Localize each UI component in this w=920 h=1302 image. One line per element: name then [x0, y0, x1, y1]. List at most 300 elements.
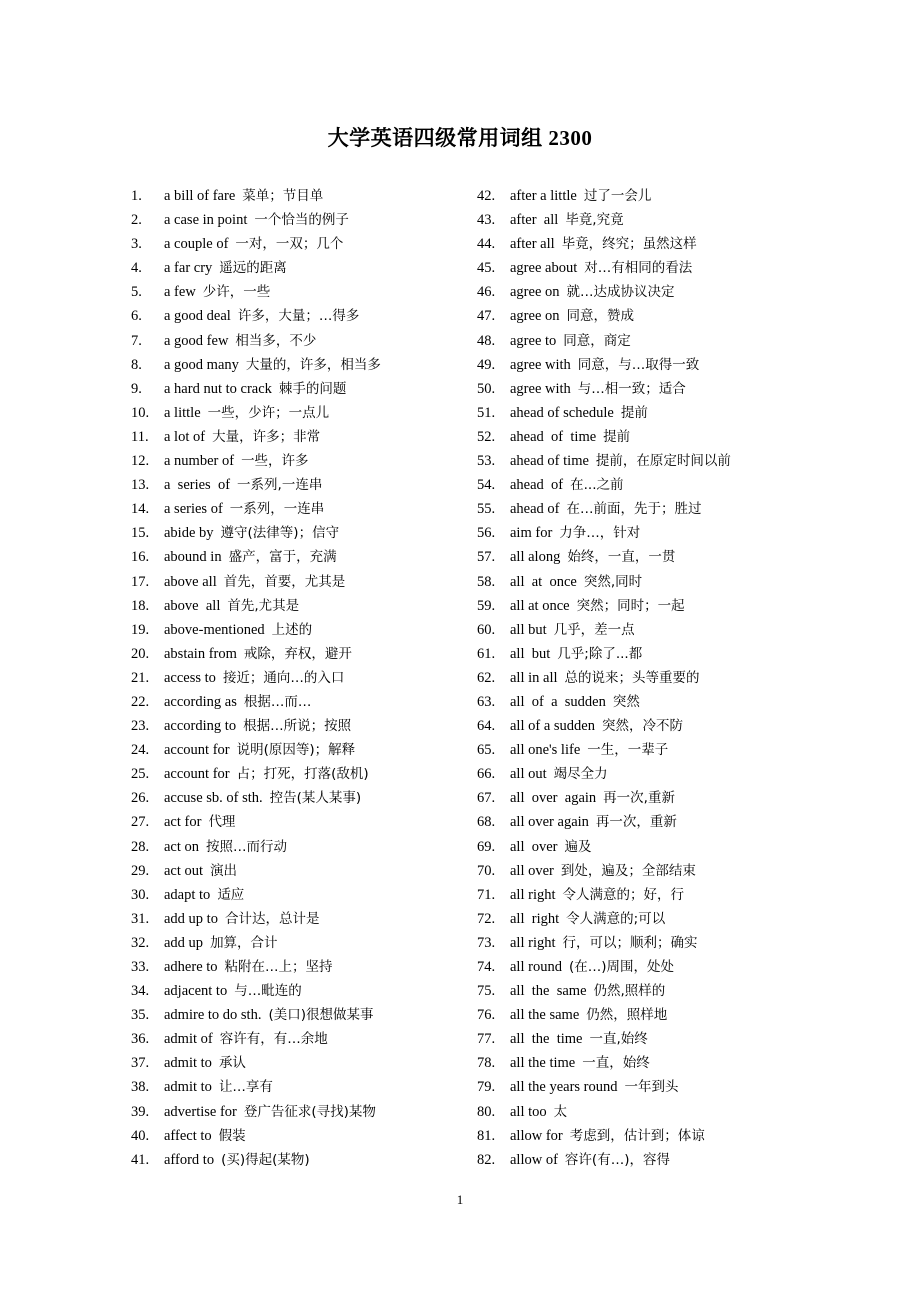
entry-number: 74. [477, 959, 496, 975]
entry-number: 37. [131, 1055, 150, 1072]
entry-meaning: 行，可以；顺利；确实 [562, 934, 698, 951]
vocab-entry [477, 1027, 731, 1051]
entry-phrase: all at once [510, 573, 577, 590]
vocab-entry [477, 835, 731, 859]
entry-number: 23. [131, 718, 150, 735]
entry-number: 35. [131, 1007, 150, 1024]
entry-phrase: ahead of time [510, 453, 589, 470]
entry-meaning: 演出 [210, 862, 238, 879]
vocab-entry [477, 329, 731, 353]
vocab-entry [131, 473, 381, 497]
vocab-entry [477, 786, 731, 810]
entry-number: 29. [131, 862, 150, 879]
vocab-entry [477, 208, 731, 232]
entry-number: 41. [131, 1151, 150, 1168]
vocab-entry [131, 931, 381, 955]
entry-phrase: all of a sudden [510, 693, 606, 710]
entry-number: 13. [131, 477, 150, 494]
entry-phrase: abide by [164, 525, 214, 542]
vocab-entry [131, 280, 381, 304]
entry-number: 66. [477, 766, 496, 783]
vocab-entry [131, 184, 381, 208]
entry-number: 73. [477, 934, 496, 951]
entry-meaning: 盛产，富于，充满 [228, 549, 337, 566]
vocab-entry [131, 1051, 381, 1075]
entry-number: 28. [131, 838, 150, 855]
entry-number: 49. [477, 356, 496, 373]
vocab-entry [131, 907, 381, 931]
entry-phrase: a bill of fare [164, 188, 236, 204]
vocab-entry [477, 810, 731, 834]
entry-number: 65. [477, 742, 496, 759]
entry-meaning: 毕竟，终究；虽然这样 [561, 236, 697, 253]
entry-phrase: above all [164, 597, 221, 614]
entry-phrase: admit of [164, 1031, 213, 1048]
entry-phrase: all over [510, 862, 554, 879]
entry-meaning: 几乎，差一点 [553, 621, 635, 638]
entry-meaning: 控告(某人某事) [269, 790, 362, 807]
entry-meaning: 突然；同时；一起 [576, 597, 685, 614]
entry-number: 21. [131, 669, 150, 686]
entry-meaning: 大量，许多；非常 [212, 428, 321, 445]
entry-meaning: 一些，许多 [241, 453, 309, 470]
entry-meaning: 与…毗连的 [234, 983, 302, 1000]
entry-phrase: after a little [510, 188, 577, 204]
vocab-entry [131, 521, 381, 545]
entry-phrase: ahead of schedule [510, 404, 614, 421]
entry-number: 53. [477, 453, 496, 470]
entry-number: 44. [477, 236, 496, 253]
vocab-entry [131, 618, 381, 642]
entry-meaning: 突然 [612, 693, 640, 710]
entry-phrase: affect to [164, 1127, 212, 1144]
entry-meaning: 一系列,一连串 [237, 477, 323, 494]
entry-phrase: accuse sb. of sth. [164, 790, 263, 807]
entry-phrase: all round [510, 959, 562, 975]
entry-number: 14. [131, 501, 150, 518]
vocab-entry [131, 304, 381, 328]
entry-phrase: ahead of time [510, 428, 597, 445]
entry-number: 63. [477, 693, 496, 710]
entry-meaning: 突然,同时 [583, 573, 643, 590]
entry-phrase: a hard nut to crack [164, 380, 272, 397]
vocab-entry [131, 786, 381, 810]
entry-number: 4. [131, 260, 142, 277]
entry-meaning: 仍然,照样的 [593, 983, 666, 1000]
entry-phrase: above-mentioned [164, 621, 265, 638]
vocab-entry [477, 521, 731, 545]
entry-number: 3. [131, 236, 142, 253]
entry-phrase: adjacent to [164, 983, 228, 1000]
vocab-entry [131, 642, 381, 666]
entry-phrase: a lot of [164, 428, 206, 445]
vocab-entry [131, 1027, 381, 1051]
entry-phrase: abstain from [164, 645, 237, 662]
entry-phrase: a good many [164, 356, 239, 373]
entry-meaning: 提前 [620, 404, 648, 421]
entry-meaning: 竭尽全力 [553, 766, 608, 783]
entry-meaning: 少许，一些 [202, 284, 271, 301]
entry-meaning: 同意，赞成 [566, 308, 635, 325]
entry-number: 5. [131, 284, 142, 301]
entry-number: 20. [131, 645, 150, 662]
entry-meaning: 许多，大量；…得多 [237, 308, 360, 325]
entry-phrase: act for [164, 814, 202, 831]
entry-number: 64. [477, 718, 496, 735]
vocab-entry [477, 184, 731, 208]
right-column [477, 184, 731, 1172]
entry-meaning: 就…达成协议决定 [566, 284, 675, 301]
entry-phrase: access to [164, 669, 216, 686]
entry-number: 12. [131, 453, 150, 470]
entry-phrase: admit to [164, 1055, 212, 1072]
entry-meaning: 遍及 [564, 838, 592, 855]
vocab-entry [477, 690, 731, 714]
entry-meaning: 一生，一辈子 [587, 742, 669, 759]
entry-number: 30. [131, 886, 150, 903]
vocab-entry [477, 883, 731, 907]
entry-number: 46. [477, 284, 496, 301]
vocab-entry [131, 208, 381, 232]
entry-number: 67. [477, 790, 496, 807]
entry-phrase: all the time [510, 1031, 583, 1048]
entry-number: 34. [131, 983, 150, 1000]
entry-phrase: advertise for [164, 1103, 237, 1120]
vocab-entry [477, 473, 731, 497]
entry-meaning: 接近；通向…的入口 [222, 669, 345, 686]
entry-number: 76. [477, 1007, 496, 1024]
entry-phrase: all the time [510, 1055, 576, 1072]
entry-phrase: act on [164, 838, 200, 855]
entry-number: 62. [477, 669, 496, 686]
entry-meaning: 同意，与…取得一致 [577, 356, 700, 373]
entry-phrase: all over again [510, 790, 597, 807]
entry-meaning: 占；打死，打落(敌机) [236, 766, 369, 783]
entry-meaning: 粘附在…上；坚持 [224, 959, 333, 975]
entry-phrase: all of a sudden [510, 718, 595, 735]
entry-phrase: allow for [510, 1127, 563, 1144]
vocab-entry [131, 353, 381, 377]
entry-phrase: a couple of [164, 236, 229, 253]
entry-phrase: all the years round [510, 1079, 618, 1096]
entry-number: 57. [477, 549, 496, 566]
entry-meaning: 再一次,重新 [603, 790, 675, 807]
entry-phrase: above all [164, 573, 217, 590]
entry-phrase: after all [510, 212, 559, 229]
vocab-entry [131, 594, 381, 618]
entry-phrase: a series of [164, 477, 231, 494]
entry-phrase: agree with [510, 380, 571, 397]
entry-number: 50. [477, 380, 496, 397]
entry-number: 19. [131, 621, 150, 638]
entry-meaning: 同意，商定 [563, 332, 631, 349]
vocab-entry [477, 353, 731, 377]
entry-number: 43. [477, 212, 496, 229]
entry-meaning: 容许有，有…余地 [219, 1031, 328, 1048]
vocab-entry [131, 570, 381, 594]
entry-phrase: all the same [510, 983, 587, 1000]
vocab-entry [477, 1003, 731, 1027]
vocab-entry [131, 1003, 381, 1027]
entry-number: 68. [477, 814, 496, 831]
entry-number: 79. [477, 1079, 496, 1096]
entry-number: 59. [477, 597, 496, 614]
entry-meaning: 仍然，照样地 [586, 1007, 668, 1024]
vocab-entry [477, 232, 731, 256]
entry-number: 70. [477, 862, 496, 879]
entry-number: 32. [131, 934, 150, 951]
entry-number: 36. [131, 1031, 150, 1048]
vocab-entry [131, 1100, 381, 1124]
vocab-entry [131, 425, 381, 449]
entry-phrase: agree on [510, 284, 560, 301]
entry-meaning: 适应 [217, 886, 245, 903]
vocab-entry [131, 377, 381, 401]
entry-meaning: 遥远的距离 [219, 260, 287, 277]
entry-number: 54. [477, 477, 496, 494]
entry-meaning: 再一次，重新 [595, 814, 677, 831]
entry-phrase: admire to do sth. [164, 1007, 262, 1024]
entry-meaning: 菜单；节目单 [242, 188, 324, 204]
vocab-entry [131, 545, 381, 569]
entry-meaning: 戒除，弃权，避开 [243, 645, 352, 662]
vocab-entry [131, 449, 381, 473]
entry-number: 15. [131, 525, 150, 542]
vocab-entry [477, 738, 731, 762]
entry-phrase: all in all [510, 669, 558, 686]
entry-meaning: (在…)周围，处处 [568, 959, 674, 975]
entry-meaning: 登广告征求(寻找)某物 [243, 1103, 376, 1120]
vocab-entry [477, 449, 731, 473]
entry-meaning: 考虑到，估计到；体谅 [569, 1127, 705, 1144]
entry-phrase: add up to [164, 910, 218, 927]
vocab-entry [477, 618, 731, 642]
entry-number: 6. [131, 308, 142, 325]
entry-number: 26. [131, 790, 150, 807]
entry-meaning: 合计达，总计是 [224, 910, 320, 927]
vocab-entry [131, 738, 381, 762]
entry-phrase: all along [510, 549, 561, 566]
entry-meaning: 相当多，不少 [235, 332, 317, 349]
entry-meaning: 让…享有 [218, 1079, 273, 1096]
vocab-entry [131, 762, 381, 786]
entry-number: 39. [131, 1103, 150, 1120]
entry-meaning: 上述的 [271, 621, 313, 638]
entry-phrase: all the same [510, 1007, 580, 1024]
vocab-entry [131, 690, 381, 714]
entry-meaning: 一直，始终 [582, 1055, 650, 1072]
entry-meaning: (美口)很想做某事 [268, 1007, 374, 1024]
entry-phrase: account for [164, 766, 230, 783]
entry-meaning: 容许(有…)，容得 [564, 1151, 670, 1168]
vocab-entry [131, 714, 381, 738]
entry-number: 78. [477, 1055, 496, 1072]
entry-phrase: a good few [164, 332, 229, 349]
entry-number: 8. [131, 356, 142, 373]
vocab-entry [477, 570, 731, 594]
entry-phrase: a number of [164, 453, 235, 470]
entry-number: 77. [477, 1031, 496, 1048]
vocab-entry [477, 1100, 731, 1124]
entry-meaning: 首先,尤其是 [227, 597, 300, 614]
vocab-entry [477, 1051, 731, 1075]
entry-number: 16. [131, 549, 150, 566]
entry-phrase: all at once [510, 597, 570, 614]
entry-phrase: adapt to [164, 886, 211, 903]
vocab-entry [477, 1075, 731, 1099]
left-column [131, 184, 381, 1172]
entry-meaning: 提前，在原定时间以前 [595, 453, 731, 470]
entry-number: 40. [131, 1127, 150, 1144]
vocab-entry [131, 810, 381, 834]
entry-number: 38. [131, 1079, 150, 1096]
entry-meaning: 提前 [603, 428, 631, 445]
entry-meaning: 在...之前 [570, 477, 624, 494]
vocab-entry [477, 401, 731, 425]
vocab-entry [131, 835, 381, 859]
entry-meaning: (买)得起(某物) [221, 1151, 310, 1168]
vocab-entry [477, 714, 731, 738]
entry-phrase: all but [510, 645, 551, 662]
entry-phrase: agree to [510, 332, 557, 349]
entry-number: 7. [131, 332, 142, 349]
vocab-entry [477, 1148, 731, 1172]
entry-phrase: all over again [510, 814, 589, 831]
entry-number: 72. [477, 910, 496, 927]
vocab-entry [131, 1148, 381, 1172]
entry-phrase: agree on [510, 308, 560, 325]
entry-phrase: act out [164, 862, 204, 879]
entry-phrase: adhere to [164, 959, 218, 975]
entry-meaning: 几乎;除了...都 [557, 645, 643, 662]
vocab-entry [477, 280, 731, 304]
entry-number: 9. [131, 380, 142, 397]
entry-phrase: a case in point [164, 212, 248, 229]
entry-meaning: 首先，首要，尤其是 [223, 573, 346, 590]
entry-meaning: 过了一会儿 [583, 188, 652, 204]
vocab-entry [131, 1124, 381, 1148]
entry-phrase: aim for [510, 525, 553, 542]
entry-meaning: 一年到头 [624, 1079, 679, 1096]
entry-number: 71. [477, 886, 496, 903]
vocab-entry [477, 979, 731, 1003]
vocab-entry [477, 907, 731, 931]
entry-phrase: all but [510, 621, 547, 638]
entry-number: 58. [477, 573, 496, 590]
entry-number: 33. [131, 959, 150, 975]
entry-phrase: agree with [510, 356, 571, 373]
entry-phrase: all too [510, 1103, 547, 1120]
vocab-entry [131, 497, 381, 521]
entry-number: 52. [477, 428, 496, 445]
entry-phrase: a little [164, 404, 201, 421]
entry-number: 1. [131, 188, 142, 204]
vocab-entry [131, 979, 381, 1003]
entry-phrase: according as [164, 693, 237, 710]
entry-number: 61. [477, 645, 496, 662]
entry-number: 45. [477, 260, 496, 277]
vocab-entry [131, 329, 381, 353]
vocab-entry [131, 256, 381, 280]
entry-meaning: 说明(原因等)；解释 [236, 742, 356, 759]
entry-number: 80. [477, 1103, 496, 1120]
entry-meaning: 一些，少许；一点儿 [207, 404, 330, 421]
entry-phrase: add up [164, 934, 204, 951]
entry-meaning: 突然，冷不防 [601, 718, 683, 735]
entry-meaning: 太 [553, 1103, 568, 1120]
vocab-entry [477, 762, 731, 786]
entry-meaning: 与…相一致；适合 [577, 380, 686, 397]
vocab-entry [477, 377, 731, 401]
entry-phrase: according to [164, 718, 237, 735]
entry-number: 60. [477, 621, 496, 638]
entry-meaning: 根据…而… [243, 693, 312, 710]
entry-meaning: 力争…，针对 [559, 525, 641, 542]
entry-phrase: account for [164, 742, 230, 759]
entry-phrase: allow of [510, 1151, 558, 1168]
entry-meaning: 在…前面，先于；胜过 [566, 501, 702, 518]
vocab-entry [477, 642, 731, 666]
entry-number: 25. [131, 766, 150, 783]
vocab-entry [477, 594, 731, 618]
page-title: 大学英语四级常用词组 2300 [327, 126, 593, 150]
vocab-entry [131, 401, 381, 425]
vocab-entry [477, 497, 731, 521]
entry-phrase: afford to [164, 1151, 215, 1168]
vocab-entry [477, 304, 731, 328]
vocab-entry [131, 1075, 381, 1099]
entry-meaning: 一对，一双；几个 [235, 236, 344, 253]
entry-meaning: 加算，合计 [210, 934, 278, 951]
entry-number: 31. [131, 910, 150, 927]
entry-number: 42. [477, 188, 496, 204]
entry-meaning: 遵守(法律等)；信守 [220, 525, 340, 542]
vocab-entry [131, 232, 381, 256]
entry-meaning: 总的说来；头等重要的 [564, 669, 700, 686]
entry-phrase: abound in [164, 549, 222, 566]
entry-meaning: 根据…所说；按照 [243, 718, 352, 735]
vocab-entry [131, 666, 381, 690]
entry-meaning: 一个恰当的例子 [254, 212, 349, 229]
vocab-entry [477, 545, 731, 569]
entry-number: 56. [477, 525, 496, 542]
vocab-entry [131, 859, 381, 883]
entry-phrase: ahead of [510, 477, 564, 494]
entry-phrase: all right [510, 910, 560, 927]
entry-number: 22. [131, 693, 150, 710]
entry-meaning: 令人满意的;可以 [566, 910, 666, 927]
vocab-entry [131, 883, 381, 907]
entry-number: 75. [477, 983, 496, 1000]
entry-phrase: a series of [164, 501, 223, 518]
entry-phrase: agree about [510, 260, 578, 277]
entry-number: 11. [131, 428, 149, 445]
entry-number: 82. [477, 1151, 496, 1168]
entry-number: 47. [477, 308, 496, 325]
entry-meaning: 一系列，一连串 [229, 501, 325, 518]
entry-number: 51. [477, 404, 496, 421]
entry-phrase: a few [164, 284, 196, 301]
entry-meaning: 大量的，许多，相当多 [245, 356, 381, 373]
entry-number: 18. [131, 597, 150, 614]
entry-meaning: 按照…而行动 [206, 838, 288, 855]
entry-phrase: all out [510, 766, 547, 783]
vocab-entry [477, 931, 731, 955]
entry-number: 55. [477, 501, 496, 518]
entry-number: 27. [131, 814, 150, 831]
entry-meaning: 始终，一直，一贯 [567, 549, 676, 566]
vocab-entry [477, 256, 731, 280]
